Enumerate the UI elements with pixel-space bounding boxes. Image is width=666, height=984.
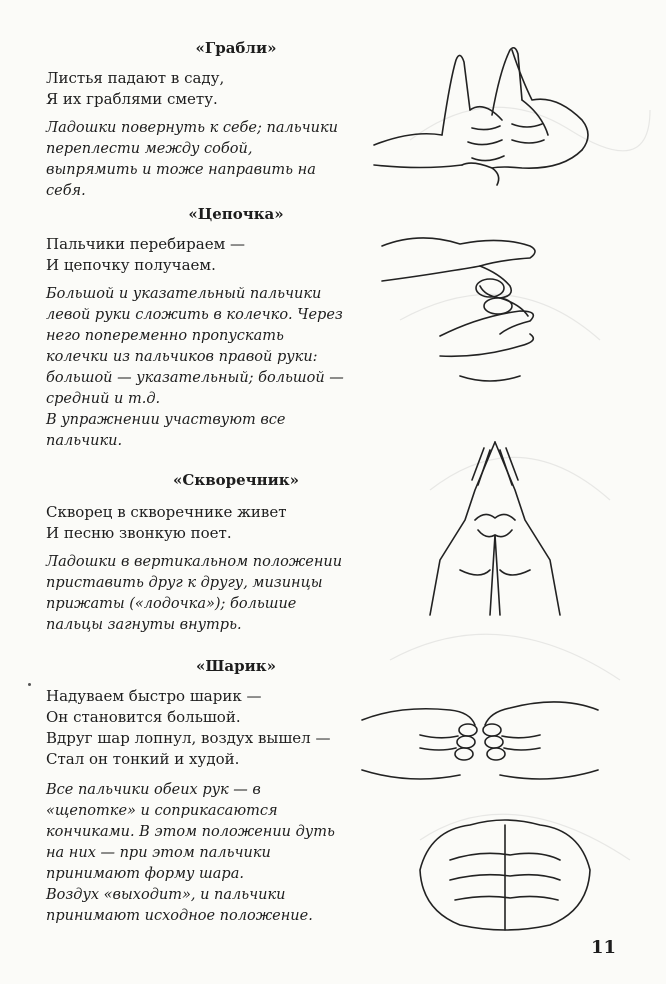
instructions-extra: В упражнении участвуют все пальчики.	[46, 412, 286, 449]
verse-line: Надуваем быстро шарик —	[46, 687, 262, 705]
verse-line: Я их граблями смету.	[46, 90, 218, 108]
instructions: Ладошки повернуть к себе; пальчики переплести между собой, выпрямить и тоже направить на себя.	[46, 120, 338, 199]
section-tsepochka	[46, 204, 366, 452]
verse-line: Стал он тонкий и худой.	[46, 750, 240, 768]
instructions: Ладошки в вертикальном положении приставить друг к другу, мизинцы прижаты («лодочка»); большие пальцы загнуты внутрь.	[46, 554, 343, 633]
chain-hands-illustration	[380, 226, 580, 396]
section-title: «Шарик»	[196, 657, 276, 675]
verse-line: Он становится большой.	[46, 708, 241, 726]
section-grabli	[46, 38, 366, 202]
section-title: «Цепочка»	[188, 205, 284, 223]
section-title: «Скворечник»	[173, 471, 299, 489]
verse-line: Пальчики перебираем —	[46, 235, 246, 253]
page-number: 11	[590, 937, 616, 958]
verse-line: Листья падают в саду,	[46, 69, 225, 87]
section-title: «Грабли»	[195, 39, 277, 57]
verse-line: И песню звонкую поет.	[46, 524, 232, 542]
section-sharik	[46, 656, 366, 927]
birdhouse-hands-illustration	[420, 440, 570, 620]
instructions: Большой и указательный пальчики левой руки сложить в колечко. Через него попеременно пропускать колечки из пальчиков правой руки: большой — указательный; большой — средний и т.д.	[46, 286, 344, 407]
section-skvorechnik	[46, 470, 366, 636]
rake-hands-illustration	[372, 40, 602, 190]
balloon-hands-top-illustration	[360, 690, 600, 800]
instructions: Все пальчики обеих рук — в «щепотке» и соприкасаются кончиками. В этом положении дуть на них — при этом пальчики принимают форму шара.	[46, 782, 335, 882]
print-speck	[28, 683, 31, 686]
verse-line: Вдруг шар лопнул, воздух вышел —	[46, 729, 331, 747]
instructions-extra: Воздух «выходит», и пальчики принимают исходное положение.	[46, 887, 313, 924]
verse-line: И цепочку получаем.	[46, 256, 216, 274]
balloon-hands-bottom-illustration	[410, 800, 600, 940]
verse-line: Скворец в скворечнике живет	[46, 503, 287, 521]
